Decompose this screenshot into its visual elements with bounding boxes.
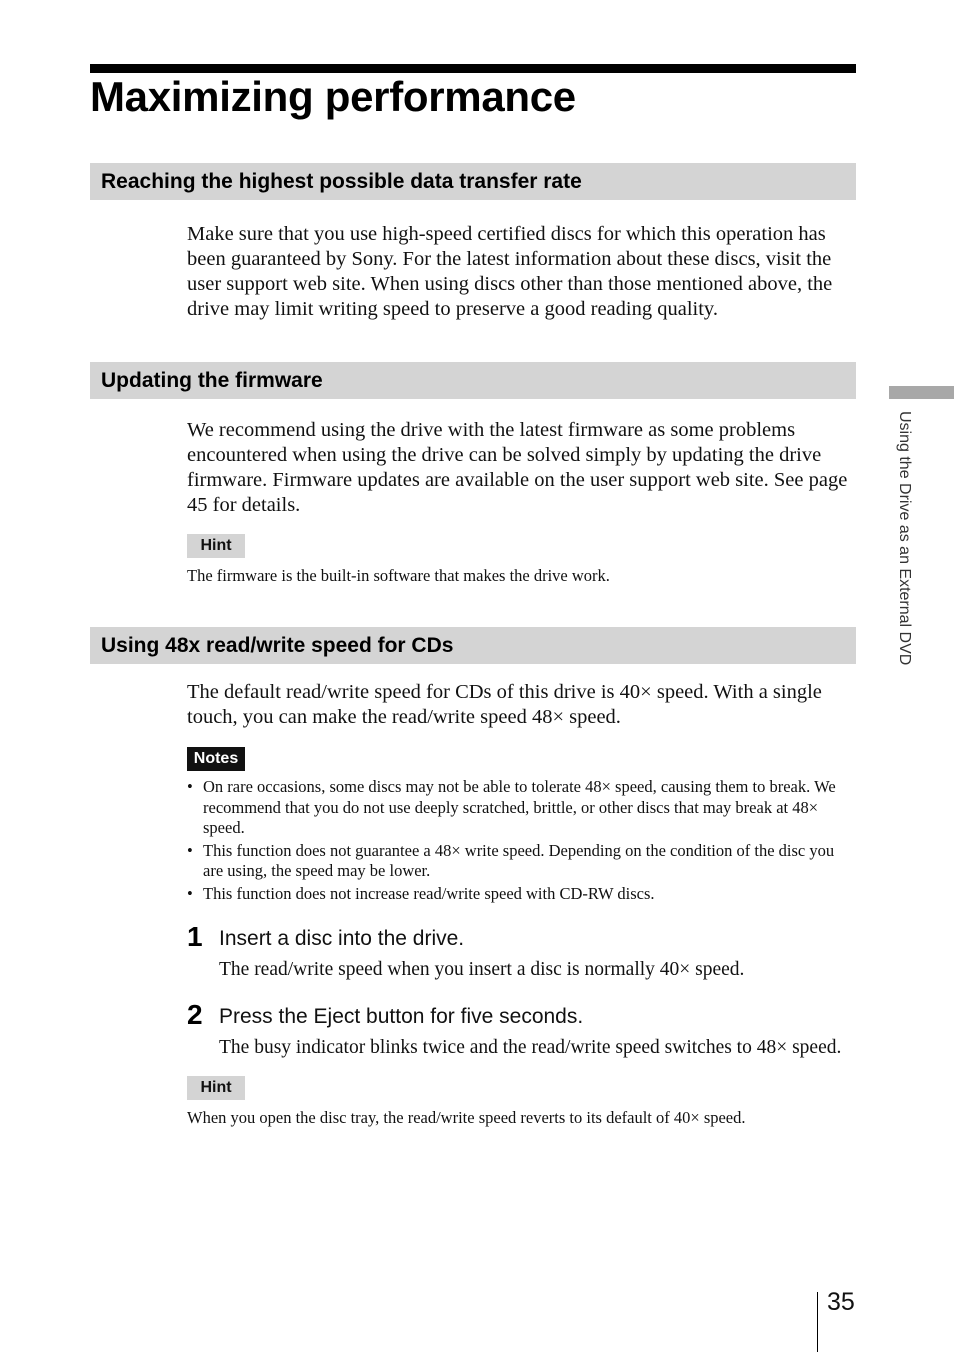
speed-hint-text: When you open the disc tray, the read/write speed reverts to its default of 40× speed. bbox=[187, 1108, 746, 1127]
title-rule bbox=[90, 64, 856, 73]
side-chapter-tab bbox=[889, 386, 954, 399]
transfer-rate-paragraph: Make sure that you use high-speed certified discs for which this operation has been guaranteed by Sony. For the latest information about these discs, visit the user support web site. When using discs other than those mentioned above, the drive may limit writing speed to preserve a good reading quality. bbox=[187, 223, 833, 320]
page-number: 35 bbox=[827, 1288, 855, 1316]
step-1-title: Insert a disc into the drive. bbox=[219, 927, 465, 950]
step-2-description: The busy indicator blinks twice and the read/write speed switches to 48× speed. bbox=[219, 1037, 842, 1058]
step-1-description: The read/write speed when you insert a disc is normally 40× speed. bbox=[219, 959, 745, 980]
step-2-number: 2 bbox=[187, 999, 203, 1030]
section-heading-48x-speed: Using 48x read/write speed for CDs bbox=[90, 627, 856, 664]
firmware-hint-text: The firmware is the built-in software that makes the drive work. bbox=[187, 566, 610, 585]
note-item: • This function does not increase read/write speed with CD-RW discs. bbox=[187, 884, 857, 905]
note-item: • On rare occasions, some discs may not be able to tolerate 48× speed, causing them to break. We recommend that you do not use deeply scratched, brittle, or other discs that may break at 48× speed. bbox=[187, 777, 857, 839]
speed-paragraph: The default read/write speed for CDs of this drive is 40× speed. With a single touch, you can make the read/write speed 48× speed. bbox=[187, 681, 822, 728]
side-chapter-label: Using the Drive as an External DVD bbox=[896, 411, 913, 666]
page-title: Maximizing performance bbox=[90, 73, 576, 120]
firmware-hint-label: Hint bbox=[187, 534, 245, 558]
section-heading-transfer-rate: Reaching the highest possible data transfer rate bbox=[90, 163, 856, 200]
step-2-title: Press the Eject button for five seconds. bbox=[219, 1005, 584, 1028]
notes-label: Notes bbox=[187, 747, 245, 771]
speed-hint-label: Hint bbox=[187, 1076, 245, 1100]
section-heading-firmware: Updating the firmware bbox=[90, 362, 856, 399]
note-item: • This function does not guarantee a 48× write speed. Depending on the condition of the disc you are using, the speed may be lower. bbox=[187, 841, 857, 882]
firmware-paragraph: We recommend using the drive with the latest firmware as some problems encountered when using the drive can be solved simply by updating the drive firmware. Firmware updates are available on the user support web site. See page 45 for details. bbox=[187, 419, 848, 516]
page-number-rule bbox=[817, 1292, 818, 1352]
notes-list bbox=[187, 777, 857, 906]
step-1-number: 1 bbox=[187, 921, 203, 952]
